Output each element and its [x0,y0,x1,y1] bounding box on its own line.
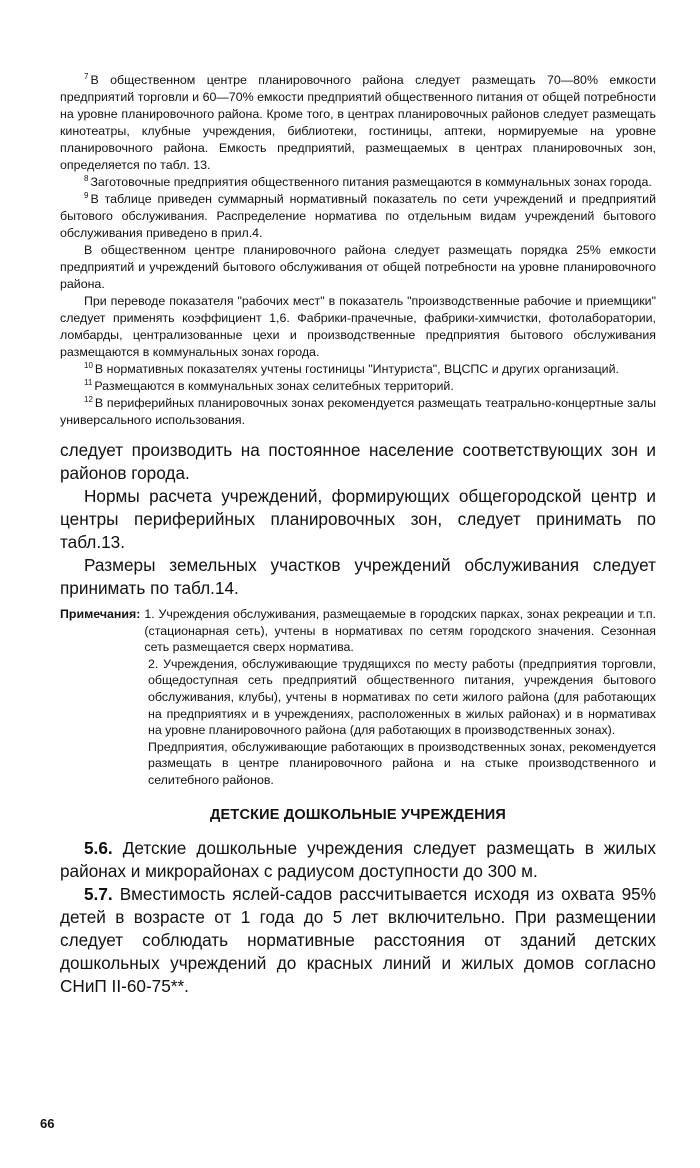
footnote-11 [60,378,656,395]
page-number: 66 [40,1116,55,1131]
footnote-9 [60,191,656,242]
main-text [60,439,656,600]
section-text [60,837,656,998]
footnote-10 [60,361,656,378]
clause-5-6 [60,837,656,883]
clause-5-7 [60,883,656,998]
body-paragraph: следует производить на постоянное население соответствующих зон и районов города. [60,440,656,483]
footnote-text: В нормативных показателях учтены гостиницы "Интуриста", ВЦСПС и других организаций. [94,362,619,376]
footnote-text: В таблице приведен суммарный нормативный показатель по сети учреждений и предприятий бытового обслуживания. Распределение норматива по отдельным видам учреждений бытового обслуживания приведено в прил.4. [60,192,656,240]
body-paragraph: Размеры земельных участков учреждений обслуживания следует принимать по табл.14. [60,555,656,598]
body-paragraph: Нормы расчета учреждений, формирующих общегородской центр и центры периферийных планировочных зон, следует принимать по табл.13. [60,486,656,552]
notes-continuation [148,656,656,789]
footnote-mark: 10 [84,361,93,370]
footnote-mark: 8 [84,174,89,183]
clause-number: 5.7. [84,883,113,904]
footnote-text: Размещаются в коммунальных зонах селитебных территорий. [94,379,454,393]
note-3: Предприятия, обслуживающие работающих в производственных зонах, рекомендуется размещать в центре планировочного района и на стыке производственного и селитебного районов. [148,739,656,787]
footnote-7 [60,72,656,174]
footnote-mark: 12 [84,395,93,404]
footnote-8 [60,174,656,191]
footnotes [60,72,656,429]
clause-text: Вместимость яслей-садов рассчитывается исходя из охвата 95% детей в возрасте от 1 года до 5 лет включительно. При размещении следует соблюдать нормативные расстояния от зданий детских дошкольных учреждений до красных линий и жилых домов согласно СНиП II-60-75**. [60,883,656,996]
note-2: 2. Учреждения, обслуживающие трудящихся по месту работы (предприятия торговли, общедоступная сеть предприятий общественного питания, учреждения бытового обслуживания, клубы), учтены в нормативах по сети жилого района (для работающих на предприятиях и в учреждениях, расположенных в жилых районах) и в нормативах на уровне планировочного района (для работающих в производственных зонах). [148,656,656,738]
notes-label: Примечания: [60,607,141,621]
note-1: 1. Учреждения обслуживания, размещаемые в городских парках, зонах рекреации и т.п. (стационарная сеть), учтены в нормативах по сетям городского значения. Сезонная сеть размещается сверх норматива. [144,607,656,655]
footnote-text: Заготовочные предприятия общественного питания размещаются в коммунальных зонах города. [90,175,652,189]
footnote-12 [60,395,656,429]
footnote-mark: 9 [84,191,89,200]
clause-text: Детские дошкольные учреждения следует размещать в жилых районах и микрорайонах с радиусом доступности до 300 м. [60,837,656,881]
footnote-9-paragraph-2: В общественном центре планировочного района следует размещать порядка 25% емкости предприятий и учреждений бытового обслуживания от общей потребности на уровне планировочного района. [60,243,656,291]
footnote-9-paragraph-3: При переводе показателя "рабочих мест" в показатель "производственные рабочие и приемщики" следует применять коэффициент 1,6. Фабрики-прачечные, фабрики-химчистки, фотолаборатории, ломбарды, централизованные цехи и производственные предприятия бытового обслуживания размещаются в коммунальных зонах города. [60,294,656,359]
clause-number: 5.6. [84,837,113,858]
footnote-text: В периферийных планировочных зонах рекомендуется размещать театрально-концертные залы универсального использования. [60,396,656,427]
notes-block [60,606,656,789]
section-heading: ДЕТСКИЕ ДОШКОЛЬНЫЕ УЧРЕЖДЕНИЯ [210,806,506,823]
note-row [60,606,656,656]
footnote-text: В общественном центре планировочного района следует размещать 70—80% емкости предприятий торговли и 60—70% емкости предприятий общественного питания от общей потребности на уровне планировочного района. Кроме того, в центрах планировочных районов следует размещать кинотеатры, клубные учреждения, библиотеки, гостиницы, аптеки, нормируемые на уровне планировочного района. Емкость предприятий, размещаемых в центрах планировочных зон, определяется по табл. 13. [60,73,656,172]
footnote-mark: 11 [84,378,93,387]
footnote-mark: 7 [84,72,89,81]
